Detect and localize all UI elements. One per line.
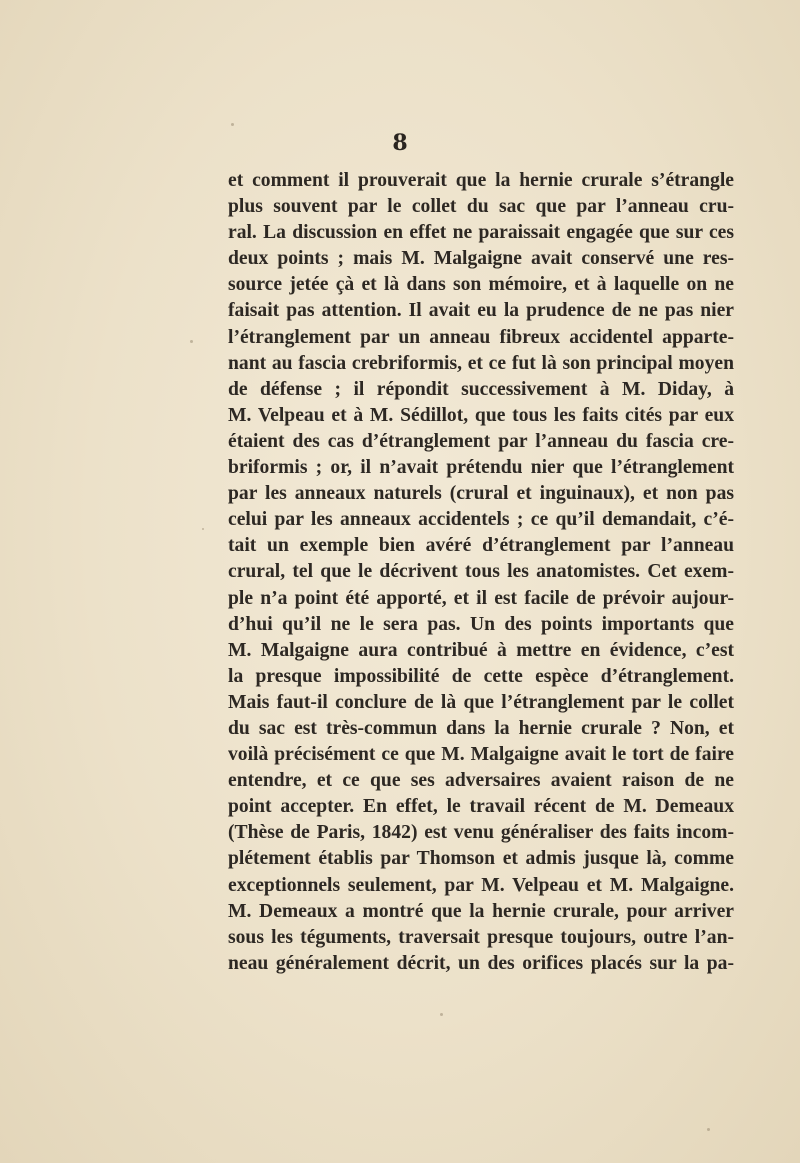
text-line: plus souvent par le collet du sac que par l’anneau cru-	[228, 196, 734, 218]
text-line: par les anneaux naturels (crural et inguinaux), et non pas	[228, 483, 734, 505]
text-line: point accepter. En effet, le travail récent de M. Demeaux	[228, 796, 734, 818]
text-line: et comment il prouverait que la hernie crurale s’étrangle	[228, 170, 734, 191]
text-line: celui par les anneaux accidentels ; ce qu’il demandait, c’é-	[228, 509, 734, 531]
paper-speck	[707, 1128, 710, 1131]
text-line: ple n’a point été apporté, et il est facile de prévoir aujour-	[228, 587, 734, 609]
text-line: neau généralement décrit, un des orifices placés sur la pa-	[228, 952, 734, 974]
paper-speck	[231, 123, 234, 126]
text-line: (Thèse de Paris, 1842) est venu généraliser des faits incom-	[228, 822, 734, 844]
paper-speck	[202, 528, 204, 530]
text-line: crural, tel que le décrivent tous les anatomistes. Cet exem-	[228, 561, 734, 583]
text-line: briformis ; or, il n’avait prétendu nier que l’étranglement	[228, 457, 734, 479]
text-line: entendre, et ce que ses adversaires avaient raison de ne	[228, 770, 734, 792]
text-line: voilà précisément ce que M. Malgaigne avait le tort de faire	[228, 744, 734, 766]
text-line: source jetée çà et là dans son mémoire, et à laquelle on ne	[228, 274, 734, 296]
text-line: deux points ; mais M. Malgaigne avait conservé une res-	[228, 248, 734, 270]
text-line: nant au fascia crebriformis, et ce fut là son principal moyen	[228, 352, 734, 374]
paper-speck	[190, 340, 193, 343]
text-line: M. Velpeau et à M. Sédillot, que tous les faits cités par eux	[228, 404, 734, 426]
text-line: l’étranglement par un anneau fibreux accidentel apparte-	[228, 326, 734, 348]
paper-speck	[440, 1013, 443, 1016]
text-line: M. Demeaux a montré que la hernie crurale, pour arriver	[228, 900, 734, 922]
page-number: 8	[392, 130, 408, 156]
text-line: du sac est très-commun dans la hernie crurale ? Non, et	[228, 717, 734, 739]
text-line: exceptionnels seulement, par M. Velpeau et M. Malgaigne.	[228, 874, 734, 896]
text-line: de défense ; il répondit successivement à M. Diday, à	[228, 378, 734, 400]
text-line: Mais faut-il conclure de là que l’étranglement par le collet	[228, 691, 734, 713]
text-line: sous les téguments, traversait presque toujours, outre l’an-	[228, 926, 734, 948]
text-line: plétement établis par Thomson et admis jusque là, comme	[228, 848, 734, 870]
text-line: tait un exemple bien avéré d’étranglement par l’anneau	[228, 535, 734, 557]
text-line: d’hui qu’il ne le sera pas. Un des points importants que	[228, 613, 734, 635]
text-line: étaient des cas d’étranglement par l’anneau du fascia cre-	[228, 430, 734, 452]
text-line: la presque impossibilité de cette espèce d’étranglement.	[228, 665, 734, 687]
text-line: faisait pas attention. Il avait eu la prudence de ne pas nier	[228, 300, 734, 322]
text-line: ral. La discussion en effet ne paraissait engagée que sur ces	[228, 222, 734, 244]
text-line: M. Malgaigne aura contribué à mettre en évidence, c’est	[228, 639, 734, 661]
body-text	[228, 168, 734, 977]
